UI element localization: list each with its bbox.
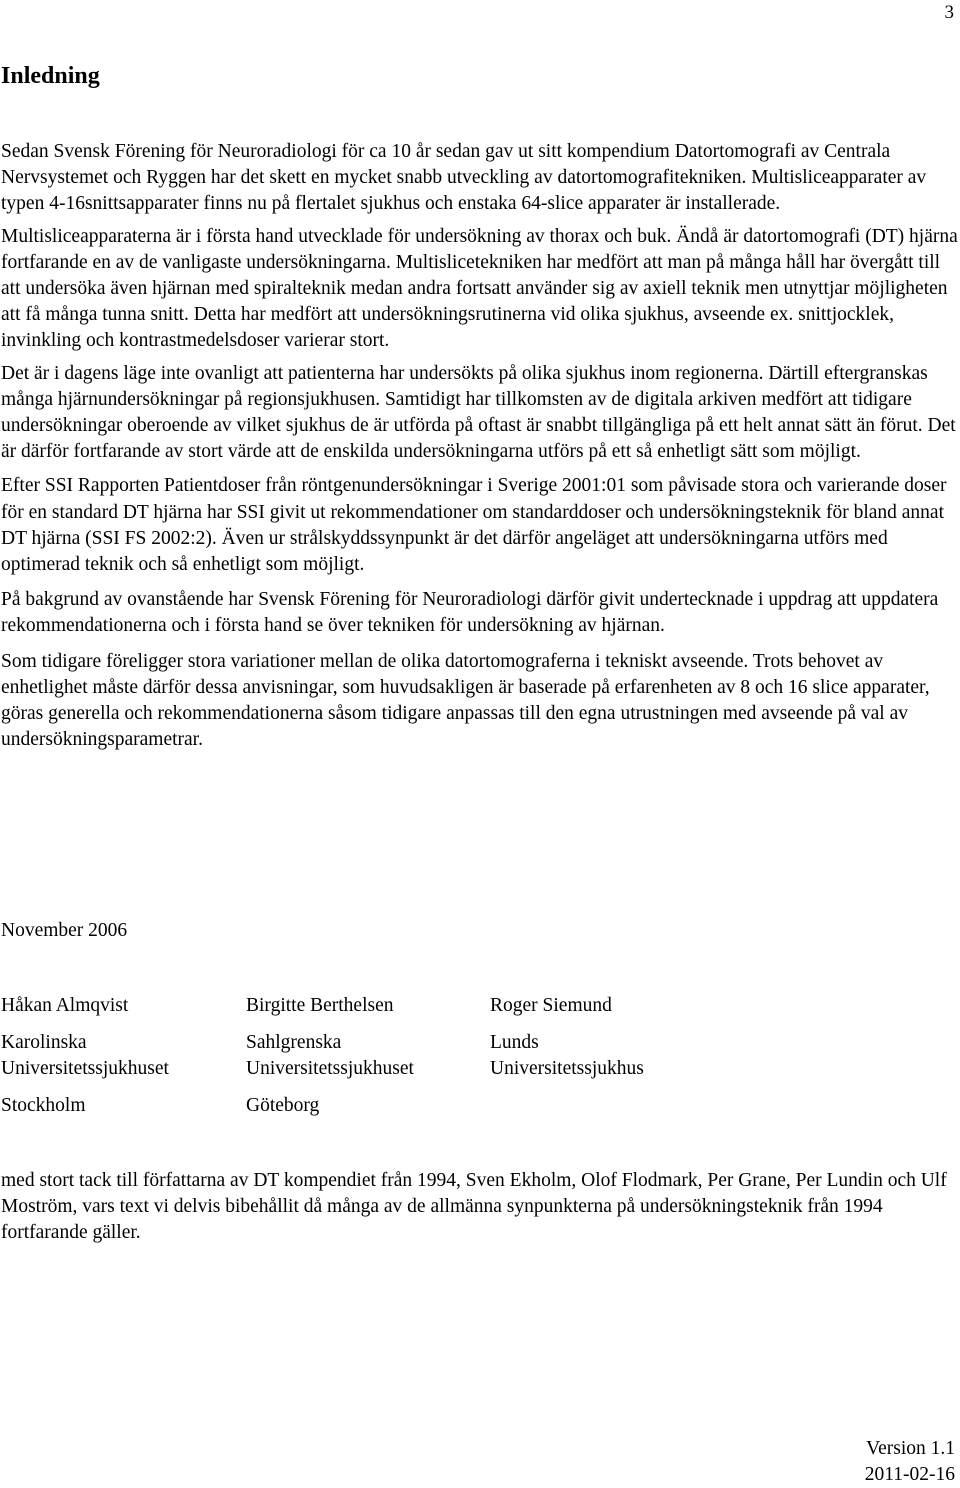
version-label: Version 1.1	[866, 1438, 955, 1459]
paragraph-variations: Som tidigare föreligger stora variationer mellan de olika datortomograferna i tekniskt avseende. Trots behovet av enhetlighet måste därför dessa anvisningar, som huvudsakligen är baserade på erfarenheten av 8 och 16 slice apparater, göras generella och rekommendationerna såsom tidigare anpassas till den egna utrustningen med avseende på val av undersökningsparametrar.	[1, 650, 930, 751]
author-name: Roger Siemund	[490, 995, 612, 1016]
author-city: Göteborg	[246, 1095, 320, 1116]
page-number: 3	[944, 2, 954, 23]
author-hospital-line1: Lunds	[490, 1032, 539, 1053]
author-hospital-line1: Sahlgrenska	[246, 1032, 342, 1053]
author-hospital	[246, 1030, 414, 1082]
paragraph-multislice: Multisliceapparaterna är i första hand utvecklade för undersökning av thorax och buk. Ändå är datortomografi (DT) hjärna fortfarande en av de vanligaste undersökningarna. Multislicetekniken har medfört att man på många håll har övergått till att undersöka även hjärnan med spiralteknik medan andra fortsatt använder sig av axiell teknik men utnyttjar möjligheten att få många tunna snitt. Detta har medfört att undersökningsrutinerna vid olika sjukhus, avseende ex. snittjocklek, invinkling och kontrastmedelsdoser varierar stort.	[1, 225, 958, 352]
author-hospital	[1, 1030, 169, 1082]
version-date: 2011-02-16	[864, 1464, 955, 1485]
body-text	[1, 139, 959, 753]
author-name: Håkan Almqvist	[1, 995, 129, 1016]
author-city: Stockholm	[1, 1095, 86, 1116]
acknowledgement: med stort tack till författarna av DT kompendiet från 1994, Sven Ekholm, Olof Flodmark, Per Grane, Per Lundin och Ulf Moström, vars text vi delvis bibehållit då många av de allmänna synpunkterna på undersökningsteknik från 1994 fortfarande gäller.	[1, 1170, 947, 1244]
footer	[865, 1436, 955, 1488]
author-hospital-line2: Universitetssjukhus	[490, 1058, 644, 1079]
page-title: Inledning	[1, 63, 100, 89]
author-hospital	[490, 1030, 644, 1082]
author-hospital-line2: Universitetssjukhuset	[1, 1058, 169, 1079]
paragraph-ssi: Efter SSI Rapporten Patientdoser från röntgenundersökningar i Sverige 2001:01 som påvisade stora och varierande doser för en standard DT hjärna har SSI givit ut rekommendationer om standarddoser och undersökningsteknik för bland annat DT hjärna (SSI FS 2002:2). Även ur strålskyddssynpunkt är det därför angeläget att undersökningarna utförs med optimerad teknik och så enhetligt som möjligt.	[1, 475, 947, 576]
author-hospital-line2: Universitetssjukhuset	[246, 1058, 414, 1079]
paragraph-regions: Det är i dagens läge inte ovanligt att patienterna har undersökts på olika sjukhus inom regionerna. Därtill eftergranskas många hjärnundersökningar på regionsjukhusen. Samtidigt har tillkomsten av de digitala arkiven medfört att tidigare undersökningar oberoende av vilket sjukhus de är utförda på oftast är snabbt tillgängliga på ett helt annat sätt än förut. Det är därför fortfarande av stort värde att de enskilda undersökningarna utförs på ett så enhetligt sätt som möjligt.	[1, 362, 956, 463]
author-hospital-line1: Karolinska	[1, 1032, 87, 1053]
document-date: November 2006	[1, 920, 128, 941]
paragraph-intro: Sedan Svensk Förening för Neuroradiologi för ca 10 år sedan gav ut sitt kompendium Datortomografi av Centrala Nervsystemet och Ryggen har det skett en mycket snabb utveckling av datortomografitekniken. Multisliceapparater av typen 4-16snittsapparater finns nu på flertalet sjukhus och enstaka 64-slice apparater är installerade.	[1, 141, 927, 215]
paragraph-assignment: På bakgrund av ovanstående har Svensk Förening för Neuroradiologi därför givit undertecknade i uppdrag att uppdatera rekommendationerna och i första hand se över tekniken för undersökning av hjärnan.	[1, 589, 939, 637]
author-name: Birgitte Berthelsen	[246, 995, 394, 1016]
